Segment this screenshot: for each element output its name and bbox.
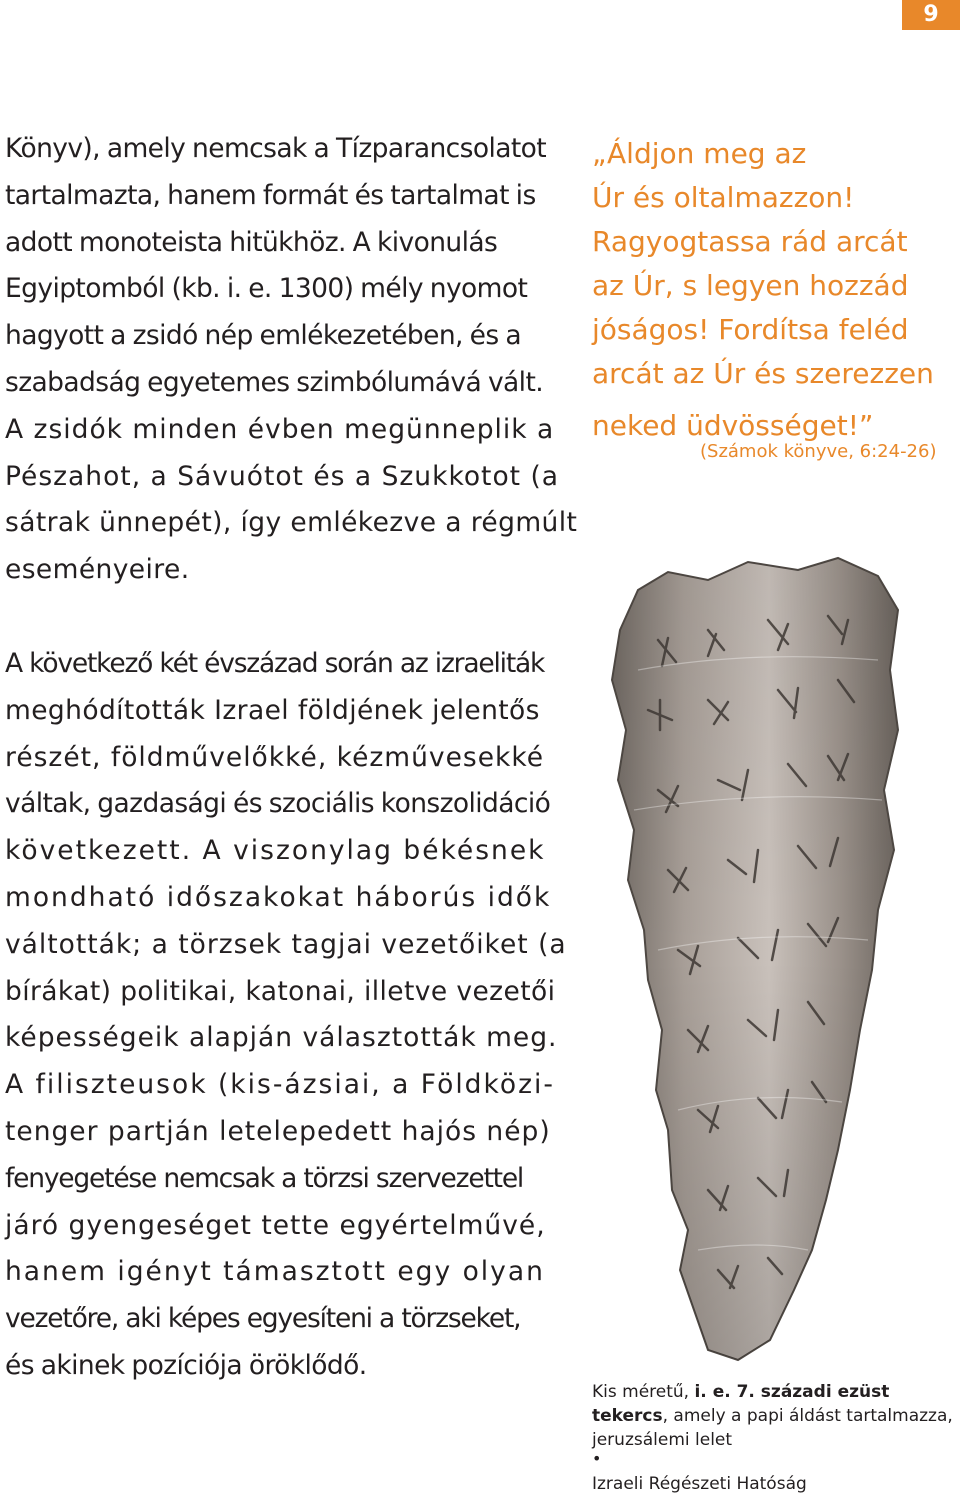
- text-line: váltották; a törzsek tagjai vezetőiket (a: [5, 928, 567, 960]
- quote-reference: (Számok könyve, 6:24-26): [700, 441, 937, 462]
- caption-bold-scroll: tekercs: [592, 1406, 663, 1426]
- text-line: részét, földművelőkké, kézművesekké: [5, 741, 545, 773]
- text-line: Pészahot, a Sávuótot és a Szukkotot (a: [5, 460, 560, 492]
- image-caption: [592, 1380, 960, 1496]
- quote-line: Úr és oltalmazzon!: [592, 181, 855, 214]
- text-line: járó gyengeséget tette egyértelművé,: [5, 1209, 546, 1241]
- text-line: A következő két évszázad során az izraeliták: [5, 648, 545, 679]
- caption-credit: Izraeli Régészeti Hatóság: [592, 1474, 807, 1494]
- text-line: következett. A viszonylag békésnek: [5, 835, 546, 867]
- quote-line: az Úr, s legyen hozzád: [592, 269, 909, 302]
- quote-line: Ragyogtassa rád arcát: [592, 225, 908, 258]
- caption-line-1: [592, 1380, 960, 1404]
- text-line: szabadság egyetemes szimbólumává vált.: [5, 366, 544, 398]
- silver-scroll-image: [598, 550, 908, 1365]
- text-line: sátrak ünnepét), így emlékezve a régmúlt: [5, 507, 578, 539]
- text-line: adott monoteista hitükhöz. A kivonulás: [5, 226, 498, 258]
- text-line: meghódították Izrael földjének jelentős: [5, 694, 540, 726]
- blessing-quote: [592, 132, 952, 448]
- caption-line-2: [592, 1404, 960, 1428]
- text-line: hagyott a zsidó nép emlékezetében, és a: [5, 320, 522, 352]
- paragraph-1: [5, 126, 578, 594]
- text-line: eseményeire.: [5, 554, 190, 586]
- text-line: Könyv), amely nemcsak a Tízparancsolatot: [5, 133, 547, 164]
- text-line: hanem igényt támasztott egy olyan: [5, 1256, 545, 1288]
- page-number: 9: [902, 0, 960, 30]
- text-line: tartalmazta, hanem formát és tartalmat is: [5, 179, 536, 211]
- text-line: mondható időszakokat háborús idők: [5, 881, 552, 913]
- caption-bullet: •: [592, 1449, 602, 1468]
- quote-line: arcát az Úr és szerezzen: [592, 357, 934, 390]
- text-line: és akinek pozíciója öröklődő.: [5, 1349, 367, 1381]
- caption-line-3: jeruzsálemi lelet: [592, 1430, 733, 1450]
- text-line: fenyegetése nemcsak a törzsi szervezettel: [5, 1162, 524, 1194]
- caption-bold-date: i. e. 7. századi ezüst: [694, 1382, 890, 1402]
- quote-line: neked üdvösséget!”: [592, 409, 874, 442]
- text-line: képességeik alapján választották meg.: [5, 1022, 558, 1054]
- text-line: bírákat) politikai, katonai, illetve vezetői: [5, 975, 556, 1007]
- caption-rest: , amely a papi áldást tartalmazza,: [662, 1406, 953, 1426]
- quote-line: jóságos! Fordítsa feléd: [592, 313, 909, 346]
- paragraph-2: [5, 641, 567, 1390]
- text-line: váltak, gazdasági és szociális konszolidáció: [5, 788, 551, 820]
- quote-line: „Áldjon meg az: [592, 137, 807, 170]
- text-line: A filiszteusok (kis-ázsiai, a Földközi-: [5, 1069, 555, 1101]
- text-line: tenger partján letelepedett hajós nép): [5, 1115, 551, 1147]
- caption-prefix: Kis méretű,: [592, 1382, 695, 1402]
- text-line: vezetőre, aki képes egyesíteni a törzseket,: [5, 1303, 521, 1335]
- text-line: Egyiptomból (kb. i. e. 1300) mély nyomot: [5, 273, 528, 305]
- text-line: A zsidók minden évben megünneplik a: [5, 413, 555, 445]
